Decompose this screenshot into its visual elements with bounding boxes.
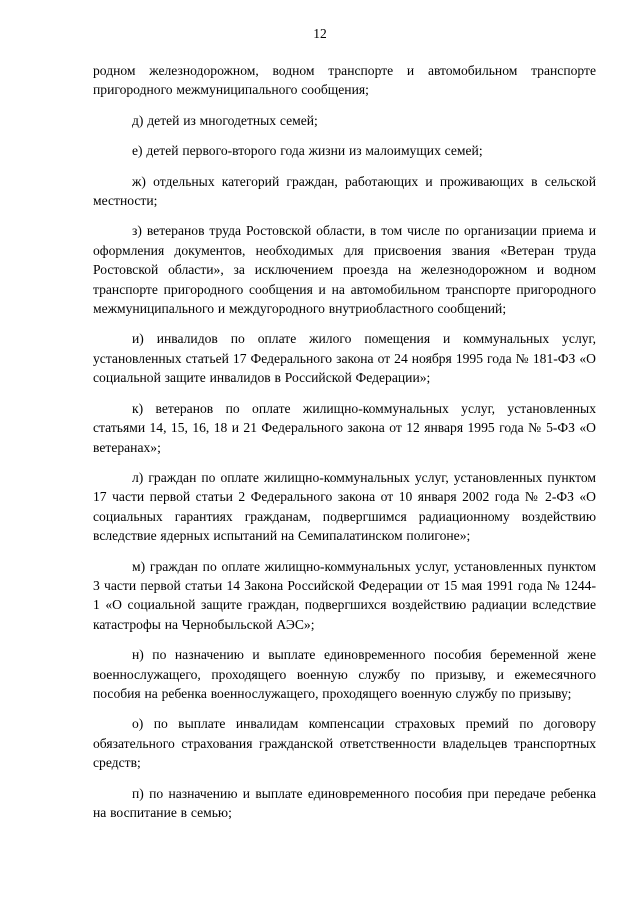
paragraph-item-n: н) по назначению и выплате единовременного пособия беременной жене военнослужащего, проходящего военную службу по призыву, и ежемесячного пособия на ребенка военнослужащего, проходящего военную службу по призыву;	[93, 647, 596, 701]
paragraph-item-i: и) инвалидов по оплате жилого помещения и коммунальных услуг, установленных статьей 17 Федерального закона от 24 ноября 1995 года № 181-ФЗ «О социальной защите инвалидов в Российской Федерации»;	[93, 331, 596, 386]
paragraph-continuation: родном железнодорожном, водном транспорте и автомобильном транспорте пригородного межмуниципального сообщения;	[93, 63, 596, 98]
paragraph-item-l: л) граждан по оплате жилищно-коммунальных услуг, установленных пунктом 17 части первой статьи 2 Федерального закона от 10 января 2002 года № 2-ФЗ «О социальных гарантиях гражданам, подвергшимся радиационному воздействию вследствие ядерных испытаний на Семипалатинском полигоне»;	[93, 469, 596, 544]
document-body	[93, 61, 596, 833]
paragraph-item-e: е) детей первого-второго года жизни из малоимущих семей;	[132, 143, 483, 159]
paragraph-item-z: з) ветеранов труда Ростовской области, в том числе по организации приема и оформления документов, необходимых для присвоения звания «Ветеран труда Ростовской области», за исключением проезда на железнодорожном и водном транспорте пригородного сообщения и на автомобильном транспорте пригородного межмуниципального и междугородного внутриобластного сообщений;	[93, 223, 596, 317]
paragraph-item-zh: ж) отдельных категорий граждан, работающих и проживающих в сельской местности;	[93, 173, 596, 209]
paragraph-item-p: п) по назначению и выплате единовременного пособия при передаче ребенка на воспитание в семью;	[93, 785, 596, 820]
page-number: 12	[313, 26, 327, 41]
paragraph-item-m: м) граждан по оплате жилищно-коммунальных услуг, установленных пунктом 3 части первой статьи 14 Закона Российской Федерации от 15 мая 1991 года № 1244-1 «О социальной защите граждан, подвергшихся воздействию радиации вследствие катастрофы на Чернобыльской АЭС»;	[93, 558, 596, 632]
paragraph-item-o: о) по выплате инвалидам компенсации страховых премий по договору обязательного страхования гражданской ответственности владельцев транспортных средств;	[93, 716, 596, 771]
paragraph-item-d: д) детей из многодетных семей;	[132, 112, 318, 128]
paragraph-item-k: к) ветеранов по оплате жилищно-коммунальных услуг, установленных статьями 14, 15, 16, 18 и 21 Федерального закона от 12 января 1995 года № 5-ФЗ «О ветеранах»;	[93, 400, 596, 455]
